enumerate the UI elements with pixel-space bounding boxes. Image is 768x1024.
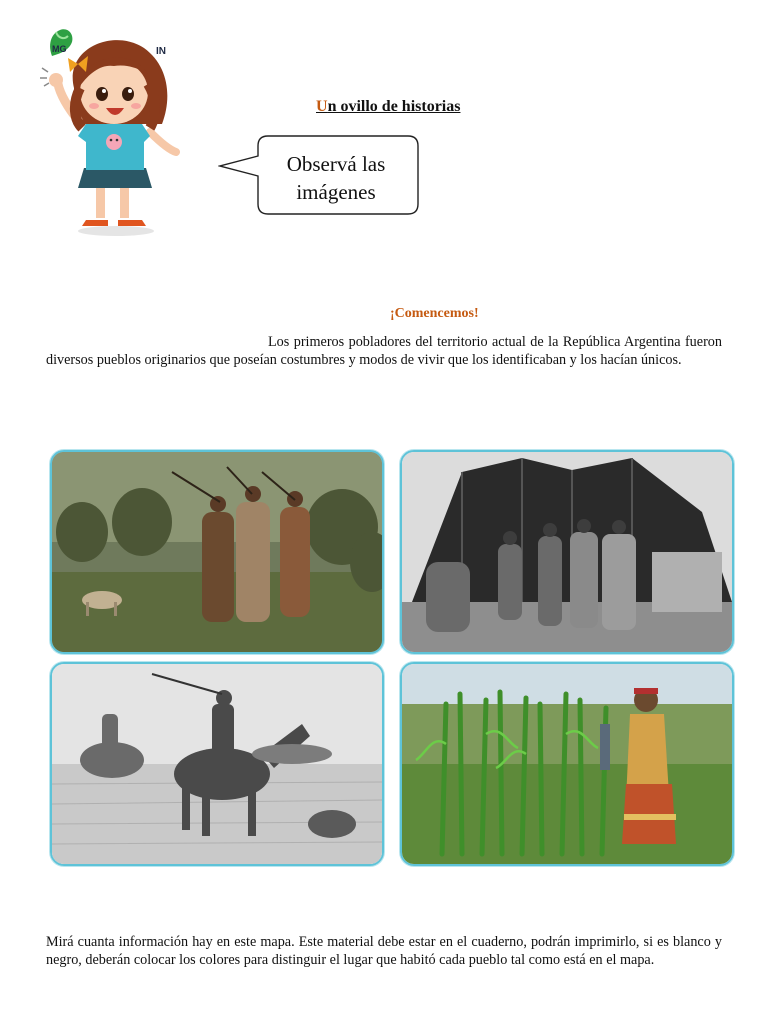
speech-bubble-text: Observá las imágenes bbox=[286, 152, 386, 204]
section-heading: ¡Comencemos! bbox=[390, 306, 479, 321]
logo-text-left: MG bbox=[52, 44, 67, 54]
title-first-letter: U bbox=[316, 98, 328, 115]
indigenous-tent-photograph bbox=[400, 450, 734, 654]
page-title bbox=[316, 98, 460, 116]
title-rest: n ovillo de historias bbox=[327, 98, 461, 115]
woman-in-corn-field-photograph bbox=[400, 662, 734, 866]
horse-riders-hunting-engraving bbox=[50, 662, 384, 866]
map-note-paragraph: Mirá cuanta información hay en este mapa. Este material debe estar en el cuaderno, podrán imprimirlo, si es blanco y negro, deberán colocar los colores para distinguir el lugar que habitó cada pueblo tal como está en el mapa. bbox=[46, 934, 722, 968]
hunters-with-bolas-illustration bbox=[50, 450, 384, 654]
intro-paragraph: Los primeros pobladores del territorio actual de la República Argentina fueron diversos pueblos originarios que poseían costumbres y modos de vivir que los identificaban y los hacían únicos. bbox=[46, 334, 722, 368]
logo-text-right: IN bbox=[156, 46, 166, 57]
cartoon-girl-illustration bbox=[34, 28, 184, 238]
